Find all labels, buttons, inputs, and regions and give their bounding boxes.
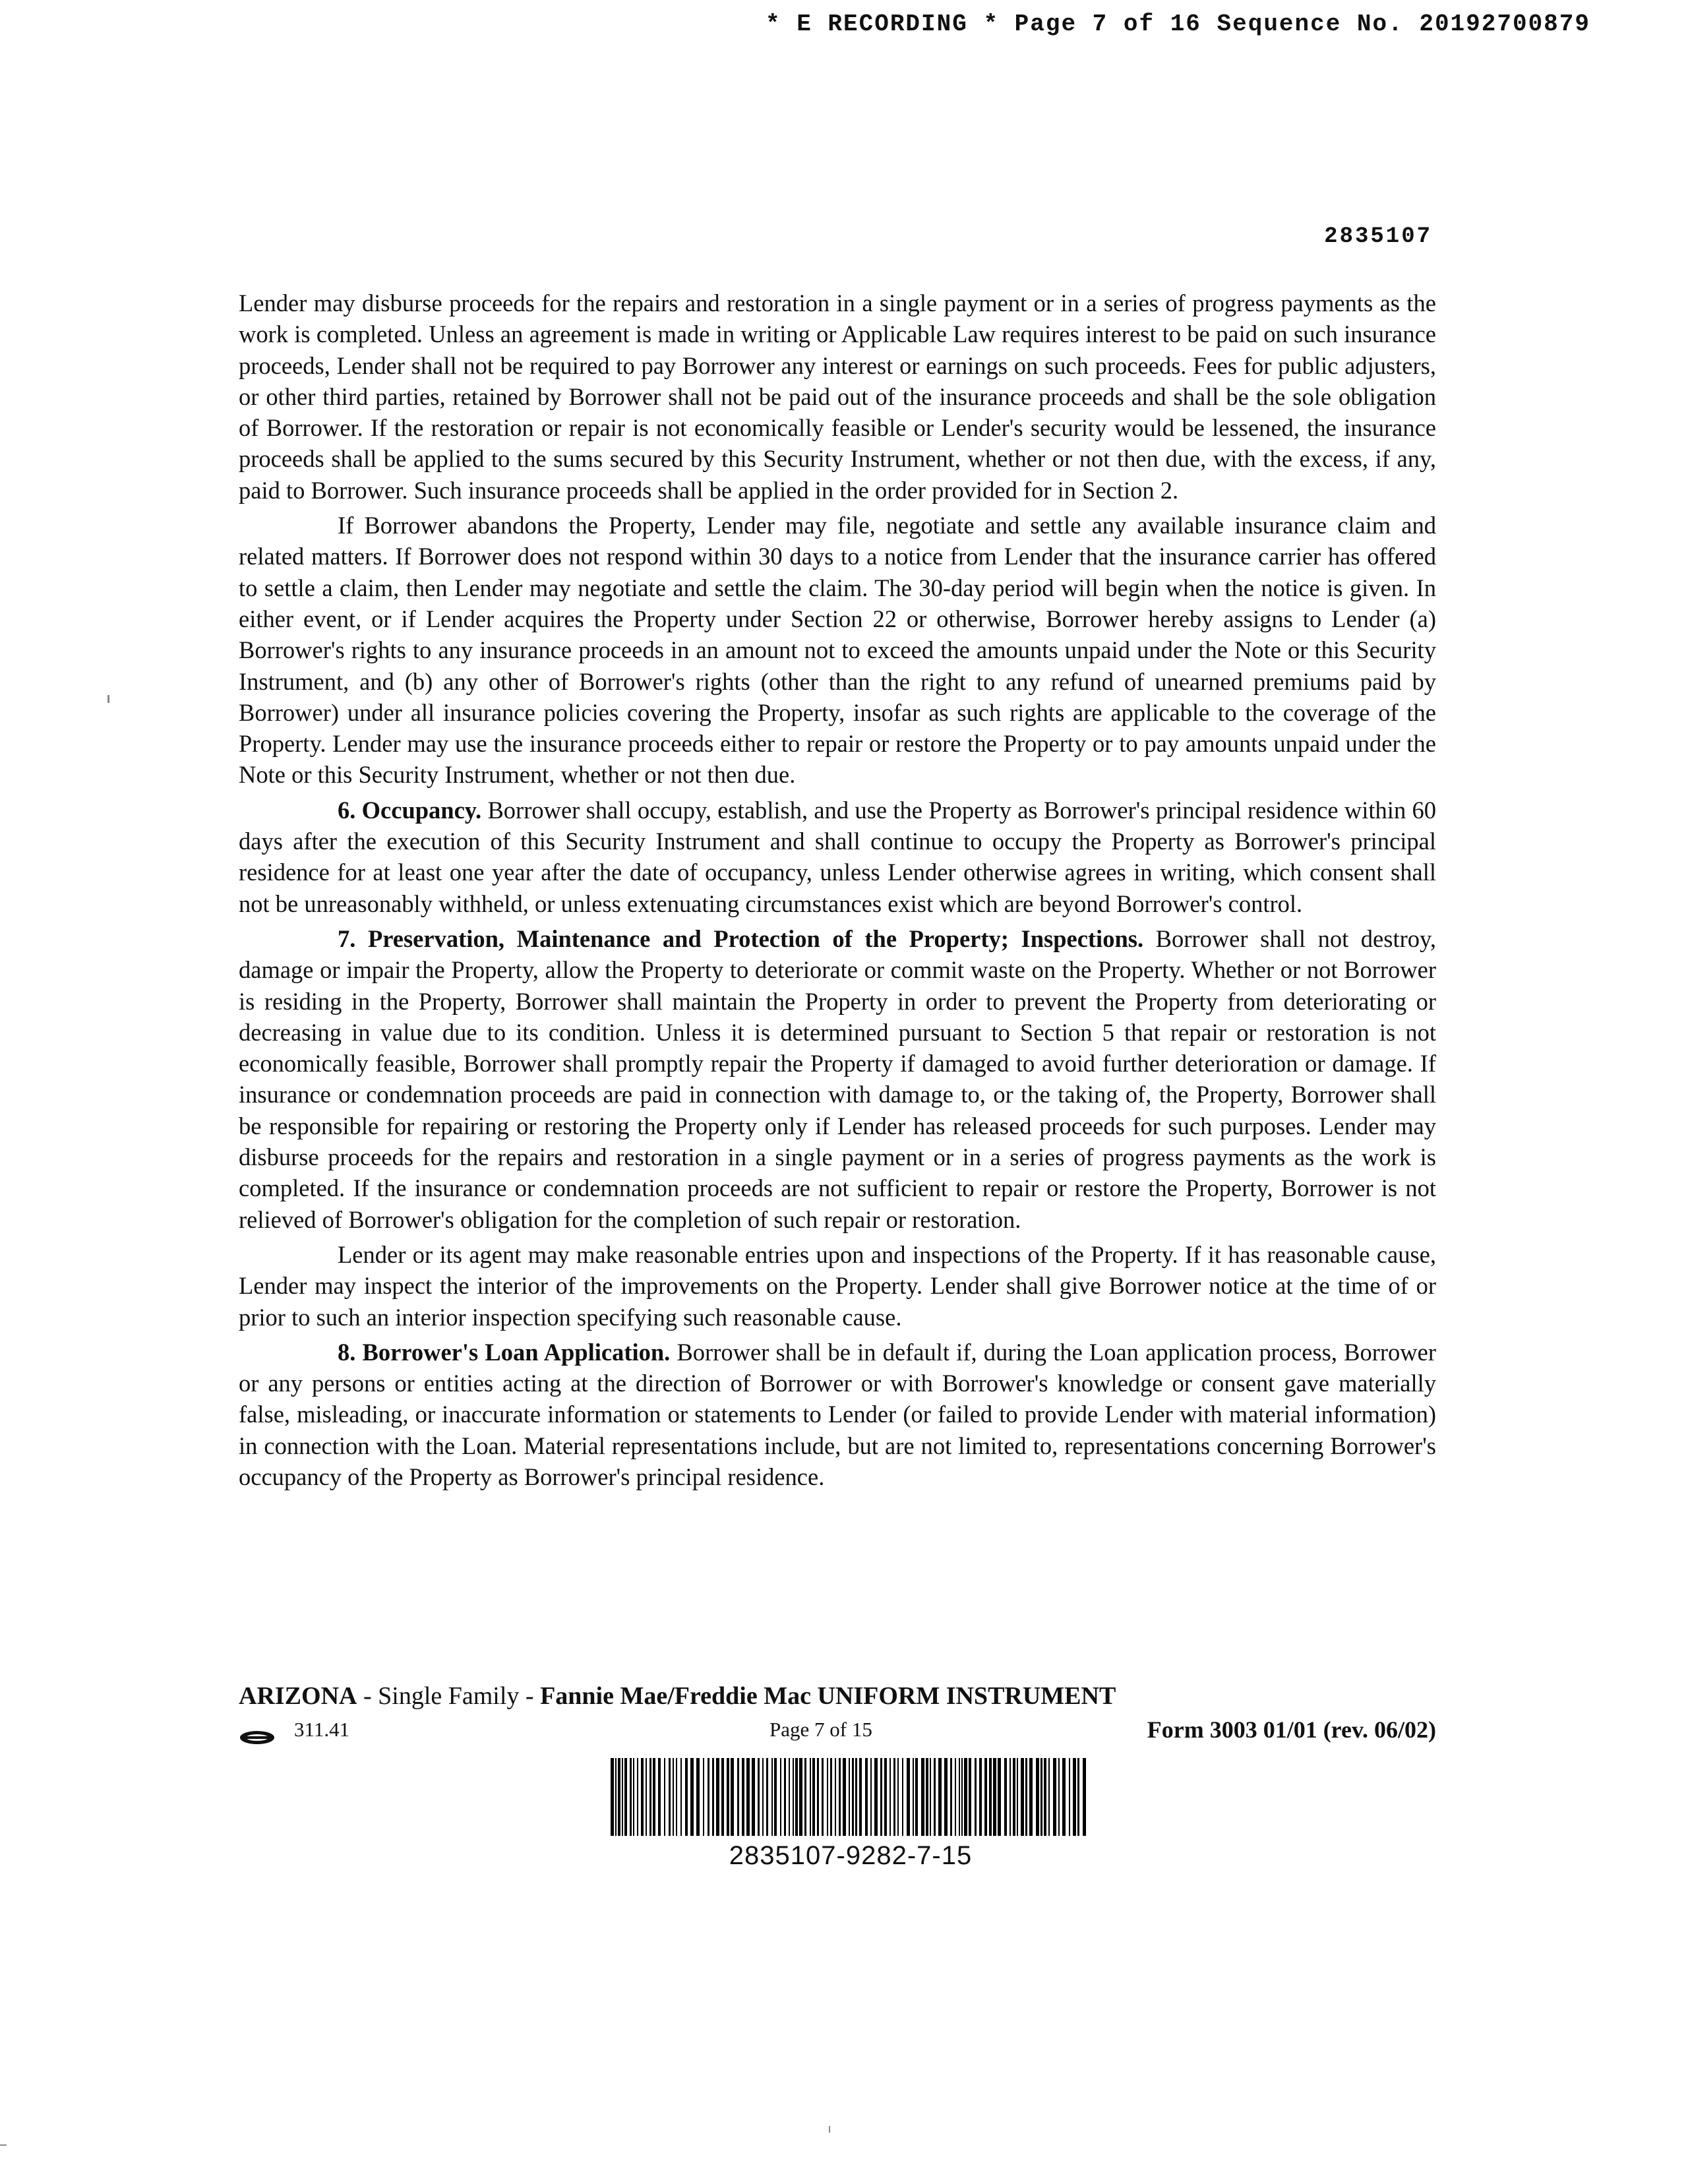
paragraph-abandonment [239,510,1436,791]
page-number: Page 7 of 15 [769,1718,872,1741]
barcode-bar [746,1758,750,1836]
paragraph-text: Lender may disburse proceeds for the repairs and restoration in a single payment or in a series of progress payments as the work is completed. Unless an agreement is made in writing or Applicable Law requires interest to be paid on such insurance proceeds, Lender shall not be required to pay Borrower any interest or earnings on such proceeds. Fees for public adjusters, or other third parties, retained by Borrower shall not be paid out of the insurance proceeds and shall be the sole obligation of Borrower. If the restoration or repair is not economically feasible or Lender's security would be lessened, the insurance proceeds shall be applied to the sums secured by this Security Instrument, whether or not then due, with the excess, if any, paid to Borrower. Such insurance proceeds shall be applied in the order provided for in Section 2. [239,289,1436,504]
barcode-bar [926,1758,928,1836]
barcode-bar [685,1758,688,1836]
barcode-bar [964,1758,967,1836]
barcode-bar [874,1758,878,1836]
paragraph-occupancy [239,795,1436,919]
form-type: - Single Family - [357,1682,541,1710]
barcode-bar [1048,1758,1050,1836]
barcode-bar [884,1758,887,1836]
barcode-bar [789,1758,790,1836]
barcode-bar [727,1758,729,1836]
paragraph-text: Borrower shall be in default if, during the Loan application process, Borrower or any persons or entities acting at the direction of Borrower or with Borrower's knowledge or consent gave materially false, misleading, or inaccurate information or statements to Lender (or failed to provide Lender with material information) in connection with the Loan. Material representations include, but are not limited to, representations concerning Borrower's occupancy of the Property as Borrower's principal residence. [239,1338,1436,1490]
barcode [611,1758,1091,1836]
barcode-bar [690,1758,694,1836]
barcode-bar [1083,1758,1086,1836]
barcode-bar [934,1758,936,1836]
barcode-bar [938,1758,942,1836]
barcode-bar [1069,1758,1070,1836]
barcode-bar [810,1758,811,1836]
barcode-bar [793,1758,794,1836]
publisher-logo-icon [239,1724,276,1740]
barcode-bar [907,1758,910,1836]
barcode-bar [664,1758,665,1836]
barcode-bar [653,1758,655,1836]
barcode-bar [880,1758,882,1836]
barcode-bar [1036,1758,1039,1836]
barcode-bar [830,1758,832,1836]
paragraph-text: Borrower shall occupy, establish, and use the Property as Borrower's principal residence within 60 days after the execution of this Security Instrument and shall continue to occupy the Property as Borrower's principal residence for at least one year after the date of occupancy, unless Lender otherwise agrees in writing, which consent shall not be unreasonably withheld, or unless extenuating circumstances exist which are beyond Borrower's control. [239,796,1436,917]
barcode-bar [766,1758,768,1836]
barcode-bar [633,1758,634,1836]
barcode-bar [1073,1758,1076,1836]
barcode-bar [993,1758,996,1836]
barcode-bar [716,1758,719,1836]
barcode-bar [817,1758,819,1836]
barcode-bar [1029,1758,1033,1836]
form-code: 311.41 [294,1718,350,1741]
barcode-bar [641,1758,644,1836]
barcode-bar [721,1758,724,1836]
barcode-bar [646,1758,647,1836]
barcode-bar [969,1758,971,1836]
form-title [239,1680,1436,1712]
barcode-number: 2835107-9282-7-15 [729,1841,973,1870]
barcode-bar [959,1758,960,1836]
barcode-bar [989,1758,992,1836]
barcode-bar [784,1758,786,1836]
barcode-bar [852,1758,854,1836]
barcode-bar [955,1758,956,1836]
barcode-bar [961,1758,963,1836]
form-instrument: Fannie Mae/Freddie Mac UNIFORM INSTRUMENT [540,1682,1116,1710]
barcode-bar [615,1758,617,1836]
barcode-bar [669,1758,671,1836]
barcode-bar [897,1758,899,1836]
barcode-bar [1062,1758,1066,1836]
barcode-bar [849,1758,850,1836]
barcode-bar [762,1758,764,1836]
barcode-bar [889,1758,891,1836]
barcode-bar [1025,1758,1027,1836]
barcode-bar [921,1758,924,1836]
barcode-bar [758,1758,760,1836]
barcode-bar [780,1758,781,1836]
barcode-bar [1040,1758,1042,1836]
barcode-bar [839,1758,841,1836]
paragraph-text: Borrower shall not destroy, damage or impair the Property, allow the Property to deteriorate or commit waste on the Property. Whether or not Borrower is residing in the Property, Borrower shall maintain the Property in order to prevent the Property from deteriorating or decreasing in value due to its condition. Unless it is determined pursuant to Section 5 that repair or restoration is not economically feasible, Borrower shall promptly repair the Property if damaged to avoid further deterioration or damage. If insurance or condemnation proceeds are paid in connection with damage to, or the taking of, the Property, Borrower shall be responsible for repairing or restoring the Property only if Lender has released proceeds for such purposes. Lender may disburse proceeds for the repairs and restoration in a single payment or in a series of progress payments as the work is completed. If the insurance or condemnation proceeds are not sufficient to repair or restore the Property, Borrower is not relieved of Borrower's obligation for the completion of such repair or restoration. [239,925,1437,1233]
barcode-bar [843,1758,846,1836]
barcode-bar [658,1758,661,1836]
recording-header: * E RECORDING * Page 7 of 16 Sequence No. 20192700879 [766,11,1590,38]
paragraph-preservation [239,923,1436,1235]
barcode-bar [859,1758,862,1836]
barcode-bar [950,1758,952,1836]
barcode-bar [1004,1758,1007,1836]
section-heading: 6. Occupancy. [338,796,482,824]
barcode-bar [731,1758,734,1836]
barcode-bar [812,1758,815,1836]
barcode-bar [676,1758,677,1836]
barcode-bar [902,1758,903,1836]
barcode-bar [1021,1758,1024,1836]
barcode-bar [865,1758,868,1836]
scan-artifact [107,695,109,703]
barcode-bar [804,1758,806,1836]
form-state: ARIZONA [239,1682,357,1710]
barcode-bar [1044,1758,1046,1836]
form-code-group [239,1714,349,1745]
barcode-bar [913,1758,914,1836]
document-number: 2835107 [1324,224,1432,249]
barcode-bar [680,1758,682,1836]
barcode-bar [984,1758,987,1836]
barcode-bar [611,1758,614,1836]
barcode-bar [737,1758,739,1836]
barcode-bar [893,1758,895,1836]
barcode-bar [1077,1758,1079,1836]
barcode-bar [822,1758,824,1836]
barcode-bar [998,1758,1001,1836]
section-heading: 8. Borrower's Loan Application. [338,1338,671,1366]
section-heading: 7. Preservation, Maintenance and Protection of the Property; Inspections. [338,925,1144,952]
barcode-bar [1053,1758,1056,1836]
barcode-bar [855,1758,857,1836]
barcode-bar [712,1758,714,1836]
form-number: Form 3003 01/01 (rev. 06/02) [1147,1716,1436,1743]
paragraph-text: If Borrower abandons the Property, Lender may file, negotiate and settle any available insurance claim and related matters. If Borrower does not respond within 30 days to a notice from Lender that the insurance carrier has offered to settle a claim, then Lender may negotiate and settle the claim. The 30-day period will begin when the notice is given. In either event, or if Lender acquires the Property under Section 22 or otherwise, Borrower hereby assigns to Lender (a) Borrower's rights to any insurance proceeds in an amount not to exceed the amounts unpaid under the Note or this Security Instrument, and (b) any other of Borrower's rights (other than the right to any refund of unearned premiums paid by Borrower) under all insurance policies covering the Property, insofar as such rights are applicable to the coverage of the Property. Lender may use the insurance proceeds either to repair or restore the Property or to pay amounts unpaid under the Note or this Security Instrument, whether or not then due. [239,512,1436,789]
paragraph-loan-application [239,1337,1436,1492]
barcode-bar [915,1758,918,1836]
barcode-bar [774,1758,777,1836]
scan-artifact [0,2144,7,2146]
barcode-bar [742,1758,744,1836]
footer-meta-row [239,1714,1436,1745]
barcode-bar [1010,1758,1011,1836]
barcode-bar [1017,1758,1018,1836]
barcode-bar [618,1758,620,1836]
barcode-bar [752,1758,755,1836]
barcode-bar [624,1758,627,1836]
barcode-bar [795,1758,798,1836]
document-body [239,288,1436,1496]
barcode-bar [649,1758,651,1836]
barcode-bar [622,1758,623,1836]
scan-artifact [829,2126,830,2133]
barcode-bar [708,1758,709,1836]
barcode-bar [630,1758,632,1836]
barcode-bar [637,1758,638,1836]
paragraph-inspections [239,1239,1436,1333]
barcode-bar [979,1758,982,1836]
barcode-bar [827,1758,828,1836]
paragraph-text: Lender or its agent may make reasonable entries upon and inspections of the Property. If it has reasonable cause, Lender may inspect the interior of the improvements on the Property. Lender shall give Borrower notice at the time of or prior to such an interior inspection specifying such reasonable cause. [239,1240,1436,1331]
barcode-bar [673,1758,674,1836]
barcode-bar [799,1758,802,1836]
barcode-bar [835,1758,836,1836]
barcode-bar [703,1758,704,1836]
paragraph-proceeds-disbursement [239,288,1436,506]
barcode-bar [975,1758,977,1836]
barcode-bar [771,1758,773,1836]
form-footer [239,1680,1436,1745]
barcode-bar [1013,1758,1015,1836]
barcode-bar [930,1758,931,1836]
barcode-bar [1058,1758,1060,1836]
barcode-bar [944,1758,948,1836]
barcode-bar [870,1758,872,1836]
barcode-bar [696,1758,700,1836]
